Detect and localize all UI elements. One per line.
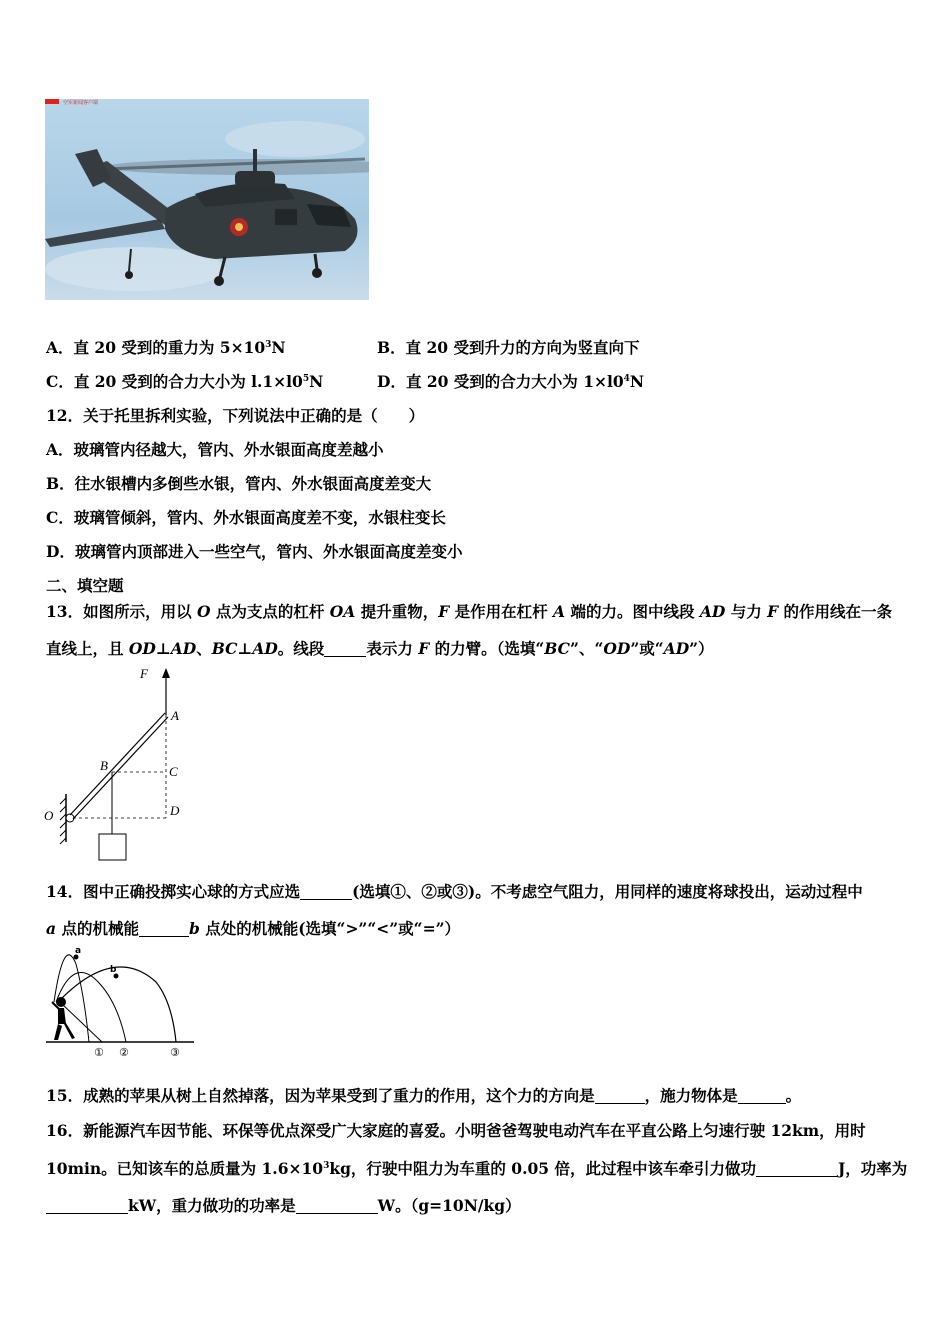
q16-blank-power[interactable] (46, 1198, 128, 1215)
q16-blank-work[interactable] (756, 1161, 838, 1178)
point-b-label: b (110, 965, 117, 975)
q15-blank-1[interactable] (595, 1088, 645, 1105)
point-a-label: a (75, 946, 82, 956)
label-F: F (140, 666, 148, 681)
helicopter-photo (45, 99, 369, 300)
throw-diagram (44, 944, 200, 1064)
q12-option-b: B．往水银槽内多倒些水银，管内、外水银面高度差变大 (46, 474, 432, 493)
marker-1: ① (94, 1046, 104, 1059)
q13-answer-blank[interactable] (324, 641, 366, 658)
marker-2: ② (119, 1046, 129, 1059)
option-c: C．直 20 受到的合力大小为 $l.1\times l0^5N$ (46, 372, 324, 391)
label-B: B (100, 758, 108, 773)
option-b: B．直 20 受到升力的方向为竖直向下 (377, 338, 640, 357)
label-A: A (171, 708, 179, 723)
option-d: D．直 20 受到的合力大小为 $1\times l0^4N$ (377, 372, 645, 391)
q12-stem: 12．关于托里拆利实验，下列说法中正确的是（ ） (46, 406, 425, 425)
q14-blank-1[interactable] (300, 884, 352, 901)
q13-line1: 13．如图所示，用以 O 点为支点的杠杆 OA 提升重物，F 是作用在杠杆 A 端的力。图中线段 AD 与力 F 的作用线在一条 (46, 602, 893, 621)
label-C: C (169, 764, 178, 779)
q12-option-a: A．玻璃管内径越大，管内、外水银面高度差越小 (46, 440, 384, 459)
q16-line2: 10min。已知该车的总质量为 $1.6\times 10^3kg$，行驶中阻力为车重的 0.05 倍，此过程中该车牵引力做功 J，功率为 (46, 1159, 908, 1178)
section-heading: 二、填空题 (46, 576, 124, 595)
option-a: A．直 20 受到的重力为 $5\times 10^3N$ (46, 338, 286, 357)
q16-blank-gravity-power[interactable] (296, 1198, 378, 1215)
q14-line1: 14．图中正确投掷实心球的方式应选 (选填①、②或③)。不考虑空气阻力，用同样的速度将球投出，运动过程中 (46, 882, 863, 901)
q15-blank-2[interactable] (738, 1088, 786, 1105)
q13-line2: 直线上，且 OD⊥AD、BC⊥AD。线段 表示力 F 的力臂。（选填“BC”、“OD”或“AD”） (46, 639, 714, 658)
label-O: O (44, 808, 54, 823)
lever-diagram (40, 664, 200, 864)
q12-option-c: C．玻璃管倾斜，管内、外水银面高度差不变，水银柱变长 (46, 508, 446, 527)
helicopter-illustration (45, 99, 369, 300)
label-D: D (170, 803, 180, 818)
q16-line1: 16．新能源汽车因节能、环保等优点深受广大家庭的喜爱。小明爸爸驾驶电动汽车在平直公路上匀速行驶 12km，用时 (46, 1121, 866, 1140)
photo-watermark: 空军新闻客户端 (63, 100, 99, 106)
q12-option-d: D．玻璃管内顶部进入一些空气，管内、外水银面高度差变小 (46, 542, 463, 561)
q14-line2: a 点的机械能 b 点处的机械能(选填“>”“<”或“=”） (46, 919, 460, 938)
q14-blank-2[interactable] (139, 921, 189, 938)
q16-line3: kW，重力做功的功率是 W。（g=10N/kg） (46, 1194, 521, 1216)
marker-3: ③ (170, 1046, 180, 1059)
q15: 15．成熟的苹果从树上自然掉落，因为苹果受到了重力的作用，这个力的方向是 ，施力物体是 。 (46, 1086, 802, 1105)
